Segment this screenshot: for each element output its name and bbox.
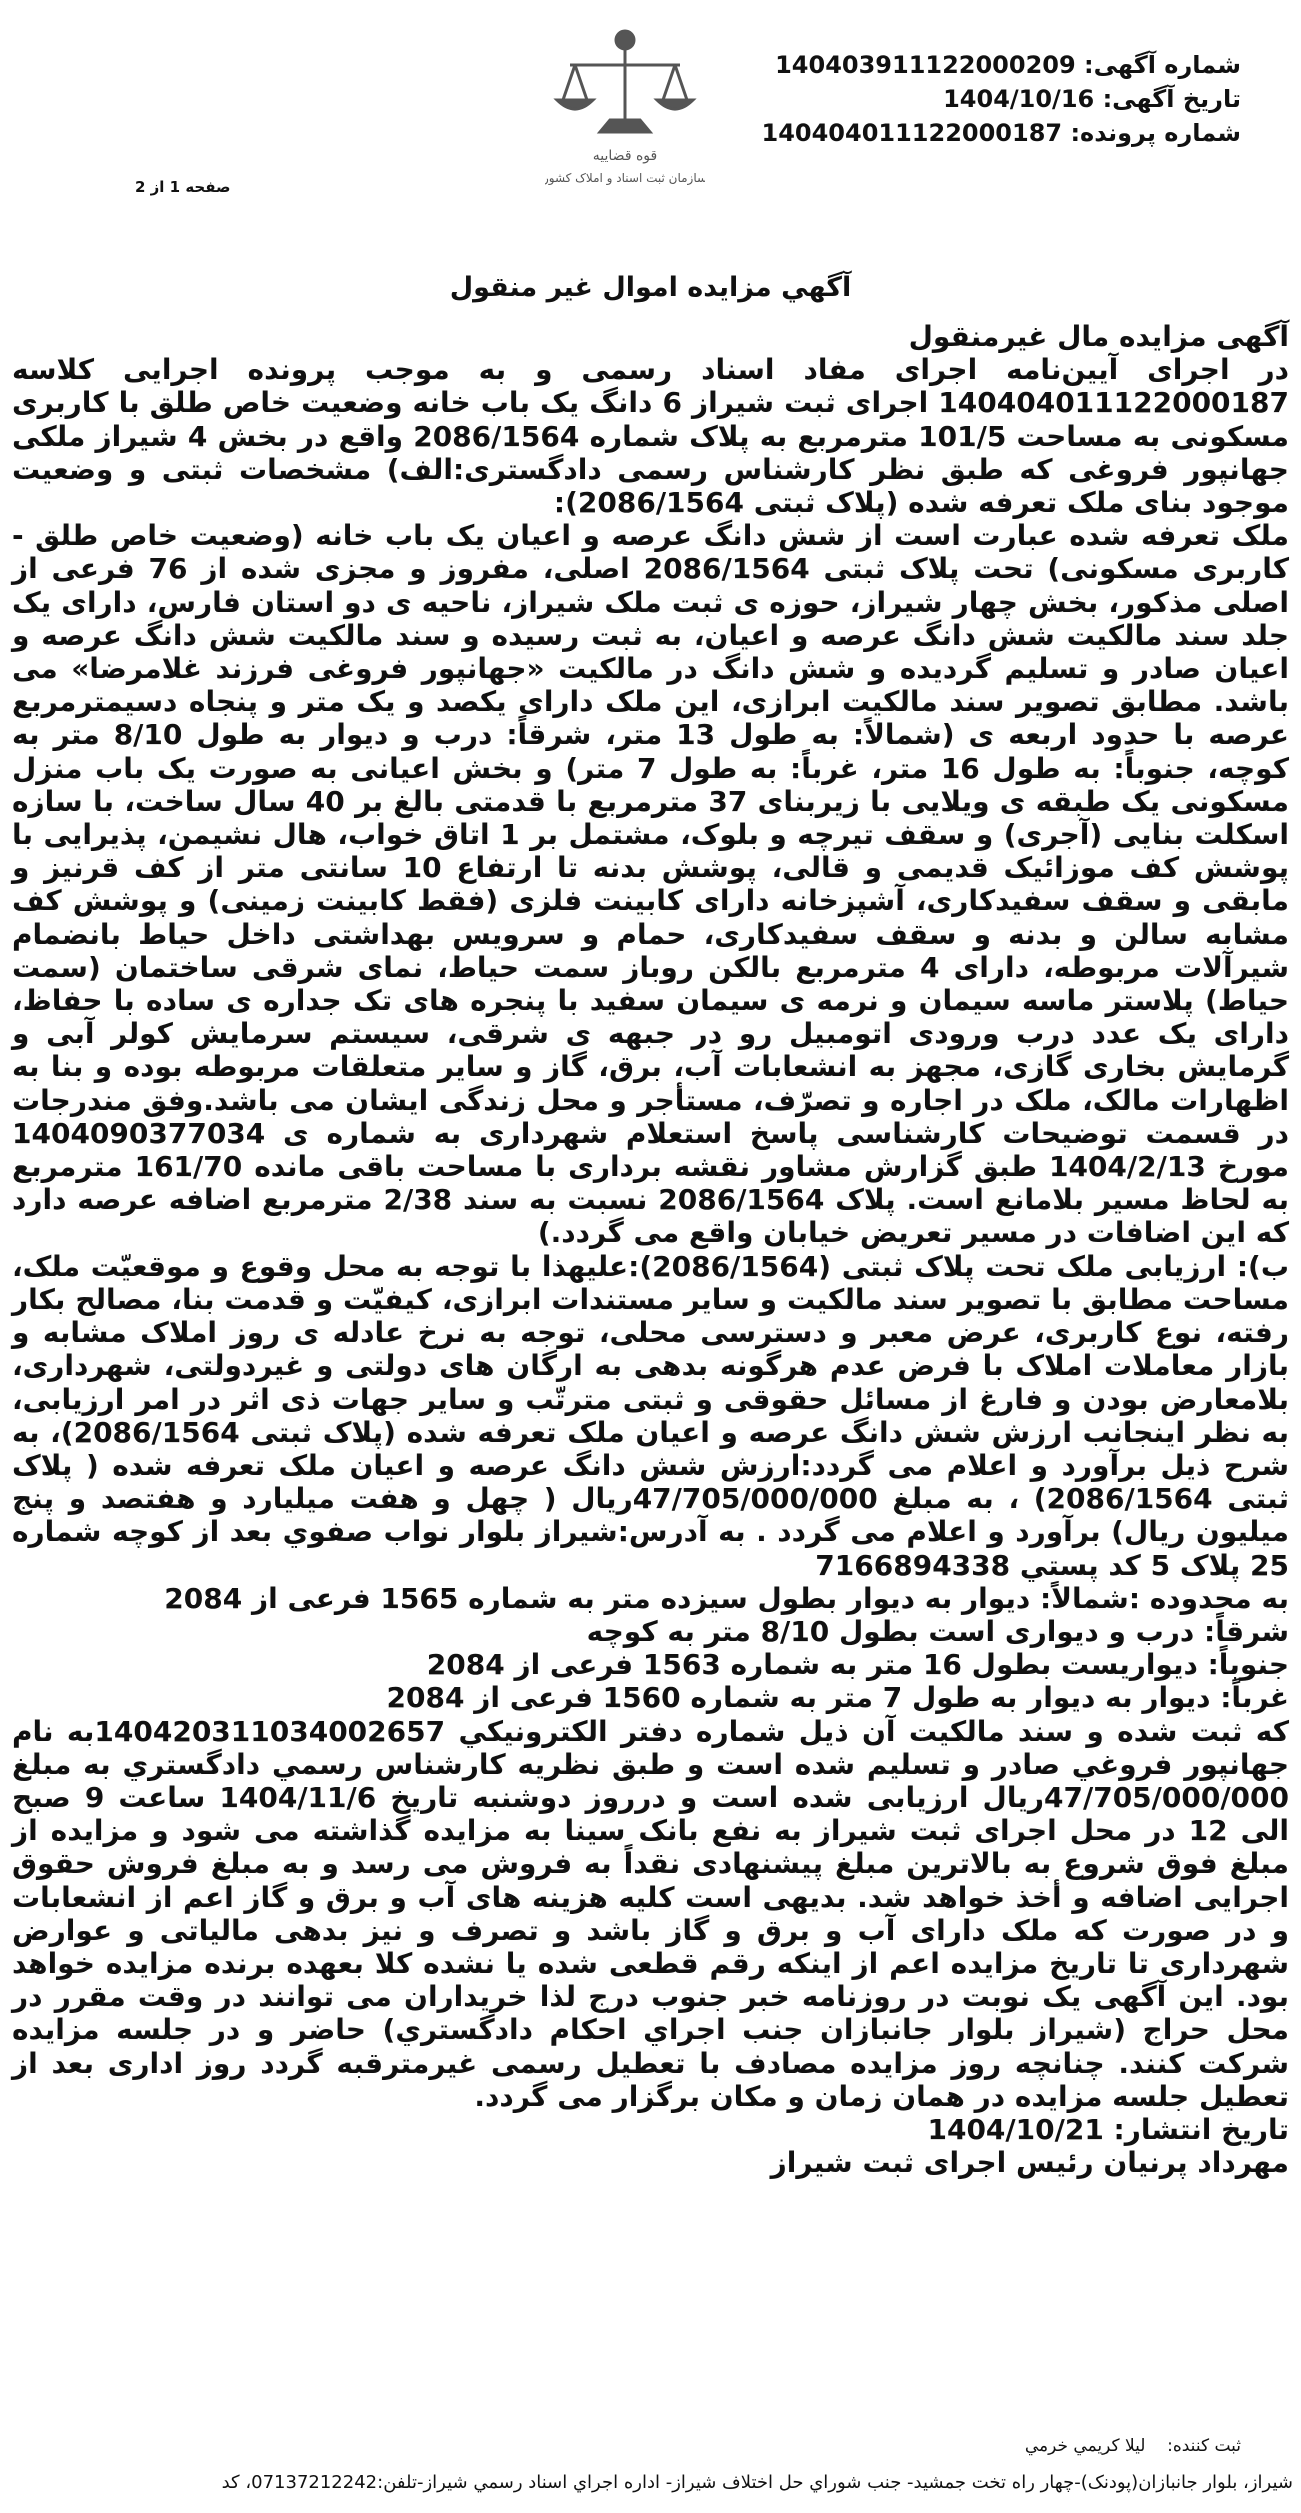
notice-date-row — [762, 82, 1242, 116]
registrar — [1025, 2436, 1241, 2456]
case-number: 140404011122000187 — [761, 119, 1063, 147]
body-paragraph: ب): ارزیابی ملک تحت پلاک ثبتی (2086/1564):علیهذا با توجه به محل وقوع و موقعیّت ملک، مساحت مطابق با تصویر سند مالکیت و سایر مستندات ابرازی، کیفیّت و قدمت بنا، مصالح بکار رفته، نوع کاربری، عرض معبر و دسترسی محلی، توجه به نرخ عادله ی روز املاک مشابه و بازار معاملات املاک با فرض عدم هرگونه بدهی به ارگان های دولتی و غیردولتی، شهرداری، بلامعارض بودن و فارغ از مسائل حقوقی و ثبتی مترتّب و سایر جهات ذی اثر در امر ارزیابی، به نظر اینجانب ارزش شش دانگ عرصه و اعیان ملک تعرفه شده (پلاک ثبتی 2086/1564)، به شرح ذیل برآورد و اعلام می گردد:ارزش شش دانگ عرصه و اعیان ملک تعرفه شده ( پلاک ثبتی 2086/1564) ، به مبلغ 47/705/000/000ريال ( چهل و هفت ميليارد و هفتصد و پنج ميليون ريال) برآورد و اعلام می گردد . به آدرس:شيراز بلوار نواب صفوي بعد از کوچه شماره 25 پلاک 5 کد پستي 7166894338 — [12, 1249, 1289, 1582]
registrar-label: ثبت کننده: — [1167, 2436, 1241, 2456]
office-address: شيراز، بلوار جانبازان(پودنک)-چهار راه تخت جمشيد- جنب شوراي حل اختلاف شيراز- اداره اجراي اسناد رسمي شيراز-تلفن:07137212242، کد — [221, 2472, 1293, 2493]
notice-number-row — [762, 48, 1242, 82]
notice-date-label: تاریخ آگهی: — [1102, 85, 1241, 113]
body-paragraph: شرقاً: درب و دیواری است بطول 8/10 متر به کوچه — [586, 1614, 1289, 1648]
body-paragraph: که ثبت شده و سند مالکيت آن ذيل شماره دفتر الکترونيکي 140420311034002657به نام جهانپور فروغي صادر و تسليم شده است و طبق نظريه کارشناس رسمي دادگستري به مبلغ 47/705/000/000ریال ارزیابی شده است و درروز دوشنبه تاریخ 1404/11/6 ساعت 9 صبح الی 12 در محل اجرای ثبت شیراز به نفع بانک سینا به مزایده گذاشته می شود و مزایده از مبلغ فوق شروع به بالاترین مبلغ پیشنهادی نقداً به فروش می رسد و به مبلغ فروش حقوق اجرایی اضافه و أخذ خواهد شد. بدیهی است کلیه هزینه های آب و برق و گاز اعم از انشعابات و در صورت که ملک دارای آب و برق و گاز باشد و تصرف و نیز بدهی مالیاتی و عوارض شهرداری تا تاریخ مزایده اعم از اینکه رقم قطعی شده یا نشده کلا بعهده برنده مزایده خواهد بود. این آگهی یک نوبت در روزنامه خبر جنوب درج لذا خریداران می توانند در وقت مقرر در محل حراج (شيراز بلوار جانبازان جنب اجراي احکام دادگستري) حاضر و در جلسه مزایده شرکت کنند. چنانچه روز مزایده مصادف با تعطیل رسمی غیرمترقبه گردد روز اداری بعد از تعطیل جلسه مزایده در همان زمان و مکان برگزار می گردد. — [12, 1714, 1290, 2113]
notice-number-label: شماره آگهی: — [1084, 51, 1241, 79]
body-paragraph: غرباً: دیوار به دیوار به طول 7 متر به شماره 1560 فرعی از 2084 — [386, 1681, 1289, 1715]
publish-date: تاریخ انتشار: 1404/10/21 — [927, 2112, 1289, 2146]
emblem-caption-1: قوه قضاییه — [592, 148, 658, 164]
case-number-label: شماره پرونده: — [1070, 119, 1241, 147]
notice-number: 140403911122000209 — [775, 51, 1076, 79]
page-indicator: صفحه 1 از 2 — [135, 178, 231, 196]
body-paragraph: آگهی مزایده مال غیرمنقول — [908, 320, 1289, 353]
body-paragraph: به محدوده :شمالاً: دیوار به دیوار بطول سیزده متر به شماره 1565 فرعی از 2084 — [164, 1581, 1289, 1615]
body-paragraph: در اجرای آیین‌نامه اجرای مفاد اسناد رسمی و به موجب پرونده اجرایی کلاسه 140404011122000187 اجرای ثبت شیراز 6 دانگ یک باب خانه وضعیت خاص طلق با کاربری مسکونی به مساحت 101/5 مترمربع به پلاک شماره 2086/1564 واقع در بخش 4 شیراز ملکی جهانپور فروغی که طبق نظر کارشناس رسمی دادگستری:الف) مشخصات ثبتی و وضعیت موجود بنای ملک تعرفه شده (پلاک ثبتی 2086/1564): — [12, 353, 1289, 520]
notice-date: 1404/10/16 — [943, 85, 1095, 113]
body-paragraph: جنوباً: دیواریست بطول 16 متر به شماره 1563 فرعی از 2084 — [426, 1648, 1289, 1682]
emblem-caption-2: سازمان ثبت اسناد و املاک کشور — [545, 171, 705, 185]
notice-body — [12, 320, 1289, 2179]
body-paragraph: ملک تعرفه شده عبارت است از شش دانگ عرصه و اعیان یک باب خانه (وضعیت خاص طلق - کاربری مسکونی) تحت پلاک ثبتی 2086/1564 اصلی، مفروز و مجزی شده از 76 فرعی از اصلی مذکور، بخش چهار شیراز، حوزه ی ثبت ملک شیراز، ناحیه ی دو استان فارس، دارای یک جلد سند مالکیت شش دانگ عرصه و اعیان، به ثبت رسیده و سند مالکیت شش دانگ عرصه و اعیان صادر و تسلیم گردیده و شش دانگ در مالکیت «جهانپور فروغی فرزند غلامرضا» می باشد. مطابق تصویر سند مالکیت ابرازی، این ملک دارای یکصد و یک متر و پنجاه دسیمترمربع عرصه با حدود اربعه ی (شمالاً: به طول 13 متر، شرقاً: درب و دیوار به طول 8/10 متر به کوچه، جنوباً: به طول 16 متر، غرباً: به طول 7 متر) و بخش اعیانی به صورت یک باب منزل مسکونی یک طبقه ی ویلایی با زیربنای 37 مترمربع با قدمتی بالغ بر 40 سال ساخت، با سازه اسکلت بنایی (آجری) و سقف تیرچه و بلوک، مشتمل بر 1 اتاق خواب، هال نشیمن، پذیرایی با پوشش کف موزائیک قدیمی و قالی، پوشش بدنه تا ارتفاع 10 سانتی متر از کف قرنیز و مابقی و سقف سفیدکاری، آشپزخانه دارای کابینت فلزی (فقط کابینت زمینی) و پوشش کف مشابه سالن و بدنه و سقف سفیدکاری، حمام و سرویس بهداشتی داخل حیاط بانضمام شیرآلات مربوطه، دارای 4 مترمربع بالکن روباز سمت حیاط، نمای شرقی ساختمان (سمت حیاط) پلاستر ماسه سیمان و نرمه ی سیمان سفید با پنجره های تک جداره ی ساده با حفاظ، دارای یک عدد درب ورودی اتومبیل رو در جبهه ی شرقی، سیستم سرمایش کولر آبی و گرمایش بخاری گازی، مجهز به انشعابات آب، برق، گاز و سایر متعلقات مربوطه بوده و بنا به اظهارات مالک، ملک در اجاره و تصرّف، مستأجر و محل زندگی ایشان می باشد.وفق مندرجات در قسمت توضیحات کارشناسی پاسخ استعلام شهرداری به شماره ی 1404090377034 مورخ 1404/2/13 طبق گزارش مشاور نقشه برداری با مساحت باقی مانده 161/70 مترمربع به لحاظ مسیر بلامانع است. پلاک 2086/1564 نسبت به سند 2/38 مترمربع اضافه عرصه دارد که این اضافات در مسیر تعریض خیابان واقع می گردد.) — [12, 519, 1290, 1250]
scales-of-justice-icon — [545, 20, 705, 195]
signature-line: مهرداد پرنیان رئیس اجرای ثبت شیراز — [770, 2146, 1289, 2180]
notice-title: آگهي مزايده اموال غير منقول — [449, 272, 852, 303]
registrar-name: ليلا کريمي خرمي — [1024, 2436, 1146, 2456]
case-number-row — [762, 116, 1242, 150]
notice-meta — [762, 48, 1242, 150]
